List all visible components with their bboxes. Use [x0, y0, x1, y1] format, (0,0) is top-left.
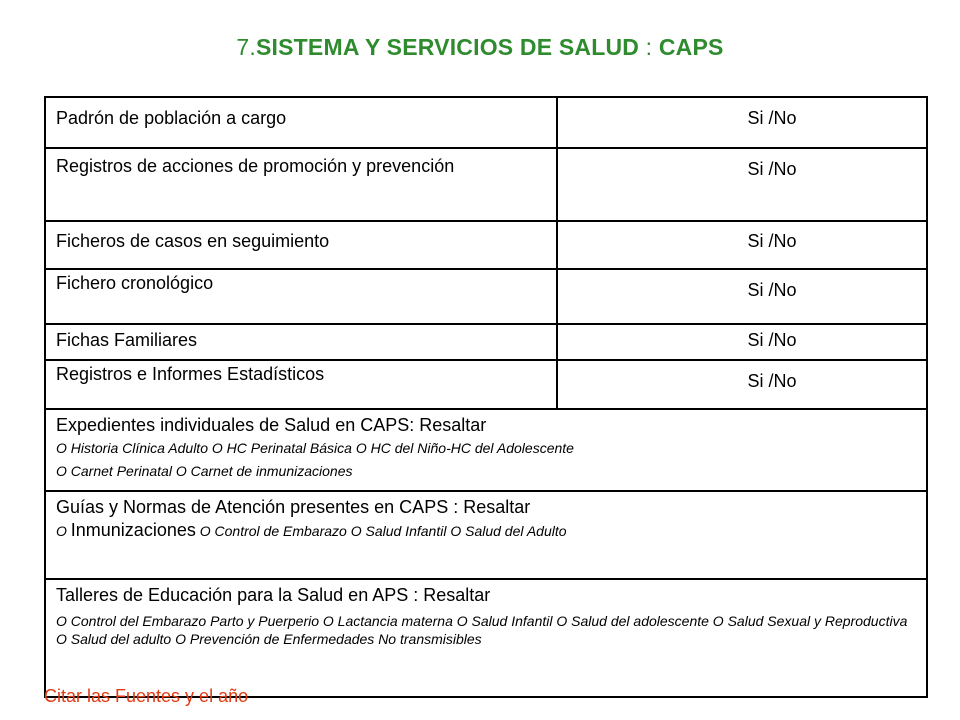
table-row: [45, 148, 927, 221]
table-row: [45, 324, 927, 360]
row-label: Fichero cronológico: [45, 269, 557, 324]
guias-first-option: Inmunizaciones: [70, 520, 196, 540]
row-label: Padrón de población a cargo: [45, 97, 557, 148]
guias-bullet: O: [56, 523, 71, 539]
title-main: SISTEMA Y SERVICIOS DE SALUD: [256, 34, 640, 60]
row-label: Registros e Informes Estadísticos: [45, 360, 557, 409]
title-separator: :: [639, 34, 659, 60]
row-value: Si /No: [557, 221, 927, 269]
guias-other-options: O Control de Embarazo O Salud Infantil O Salud del Adulto: [195, 523, 567, 539]
table-row-talleres: [45, 579, 927, 697]
table-row-expedientes: [45, 409, 927, 491]
expedientes-options-line1: O Historia Clínica Adulto O HC Perinatal Básica O HC del Niño-HC del Adolescente: [56, 440, 574, 456]
talleres-options: O Control del Embarazo Parto y Puerperio O Lactancia materna O Salud Infantil O Salud del adolescente O Salud Sexual y Reproductiva O Salud del adulto O Prevención de Enfermedades No transmisibles: [56, 613, 908, 647]
row-value: Si /No: [557, 360, 927, 409]
row-value: Si /No: [557, 148, 927, 221]
row-label: Ficheros de casos en seguimiento: [45, 221, 557, 269]
row-value: Si /No: [557, 97, 927, 148]
title-suffix: CAPS: [658, 34, 724, 60]
talleres-heading: Talleres de Educación para la Salud en APS : Resaltar: [56, 585, 491, 605]
table-row: [45, 97, 927, 148]
page-title: [0, 34, 960, 61]
footer-note: Citar las Fuentes y el año: [44, 686, 249, 706]
row-label: Registros de acciones de promoción y prevención: [45, 148, 557, 221]
row-value: Si /No: [557, 324, 927, 360]
table-row: [45, 360, 927, 409]
expedientes-cell: [45, 409, 927, 491]
guias-cell: [45, 491, 927, 579]
expedientes-options-line2: O Carnet Perinatal O Carnet de inmunizaciones: [56, 463, 353, 479]
row-label: Fichas Familiares: [45, 324, 557, 360]
row-value: Si /No: [557, 269, 927, 324]
checklist-table: [44, 96, 928, 698]
guias-heading: Guías y Normas de Atención presentes en CAPS : Resaltar: [56, 497, 531, 517]
table-row: [45, 269, 927, 324]
table-row: [45, 221, 927, 269]
table-row-guias: [45, 491, 927, 579]
guias-options: [56, 522, 916, 540]
talleres-cell: [45, 579, 927, 697]
expedientes-heading: Expedientes individuales de Salud en CAPS: Resaltar: [56, 415, 487, 435]
title-prefix: 7.: [236, 34, 257, 60]
